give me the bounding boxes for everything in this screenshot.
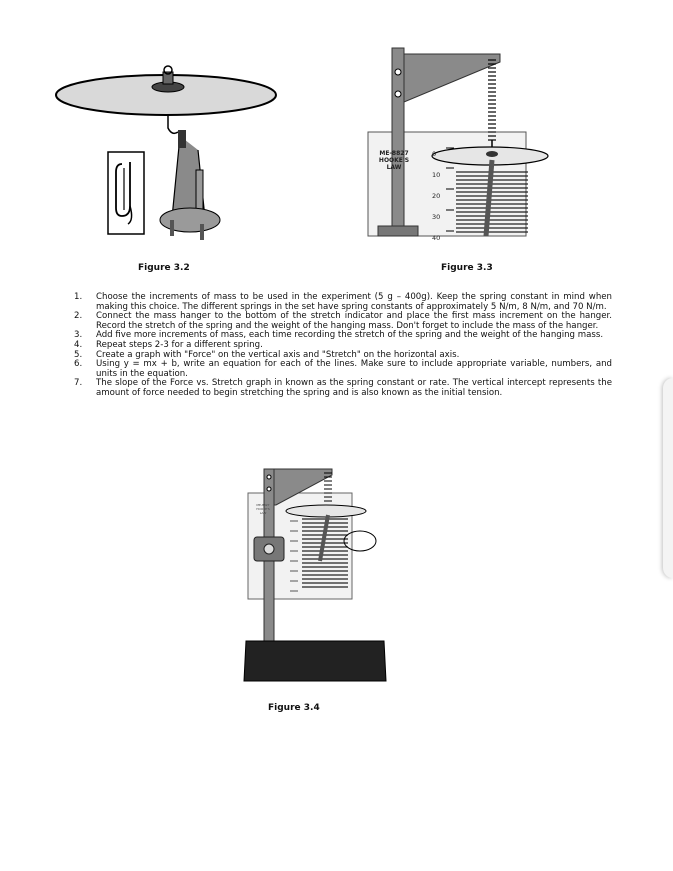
scale-ticks: 0 10 20 30 40 [432,150,441,242]
list-item [74,379,612,398]
list-item [74,293,612,312]
procedure-steps [74,293,612,399]
figure-caption: Figure 3.2 [138,263,190,273]
step-number: 6. [74,359,83,370]
step-number: 7. [74,378,83,389]
apparatus-label-small: ME-8827 HOOKE'S LAW [256,503,270,515]
step-text: Add five more increments of mass, each time recording the stretch of the spring and the weight of the hanging mass. [96,330,604,341]
step-number: 1. [74,292,83,302]
step-number: 5. [74,349,83,360]
apparatus-label: ME-8827 HOOKE'S LAW [378,150,410,171]
list-item [74,312,612,331]
list-item [74,360,612,379]
step-text: The slope of the Force vs. Stretch graph in known as the spring constant or rate. The vertical intercept represents the amount of force needed to begin stretching the spring and is also known as the initial tension. [96,378,612,398]
step-text: Using y = mx + b, write an equation for each of the lines. Make sure to include appropriate variable, numbers, and units in the equation. [96,359,612,379]
step-number: 2. [74,311,83,322]
figure-3-2-illustration [50,60,285,250]
figure-3-3-illustration [360,48,560,242]
figure-3-4-illustration [240,465,390,685]
step-text: Choose the increments of mass to be used in the experiment (5 g – 400g). Keep the spring constant in mind when making this choice. The different springs in the set have spring constants of approximately 5 N/m, 8 N/m, and 70 N/m. [96,292,612,312]
step-text: Connect the mass hanger to the bottom of the stretch indicator and place the first mass increment on the hanger. Record the stretch of the spring and the weight of the hanging mass. Don't forget to include the mass of the hanger. [96,311,612,331]
figure-caption: Figure 3.3 [441,263,493,273]
step-number: 4. [74,339,83,350]
side-scroll-tab[interactable] [663,378,673,578]
step-number: 3. [74,330,83,341]
step-text: Repeat steps 2-3 for a different spring. [96,339,263,350]
step-text: Create a graph with "Force" on the vertical axis and "Stretch" on the horizontal axis. [96,349,460,360]
figure-caption: Figure 3.4 [268,703,320,713]
